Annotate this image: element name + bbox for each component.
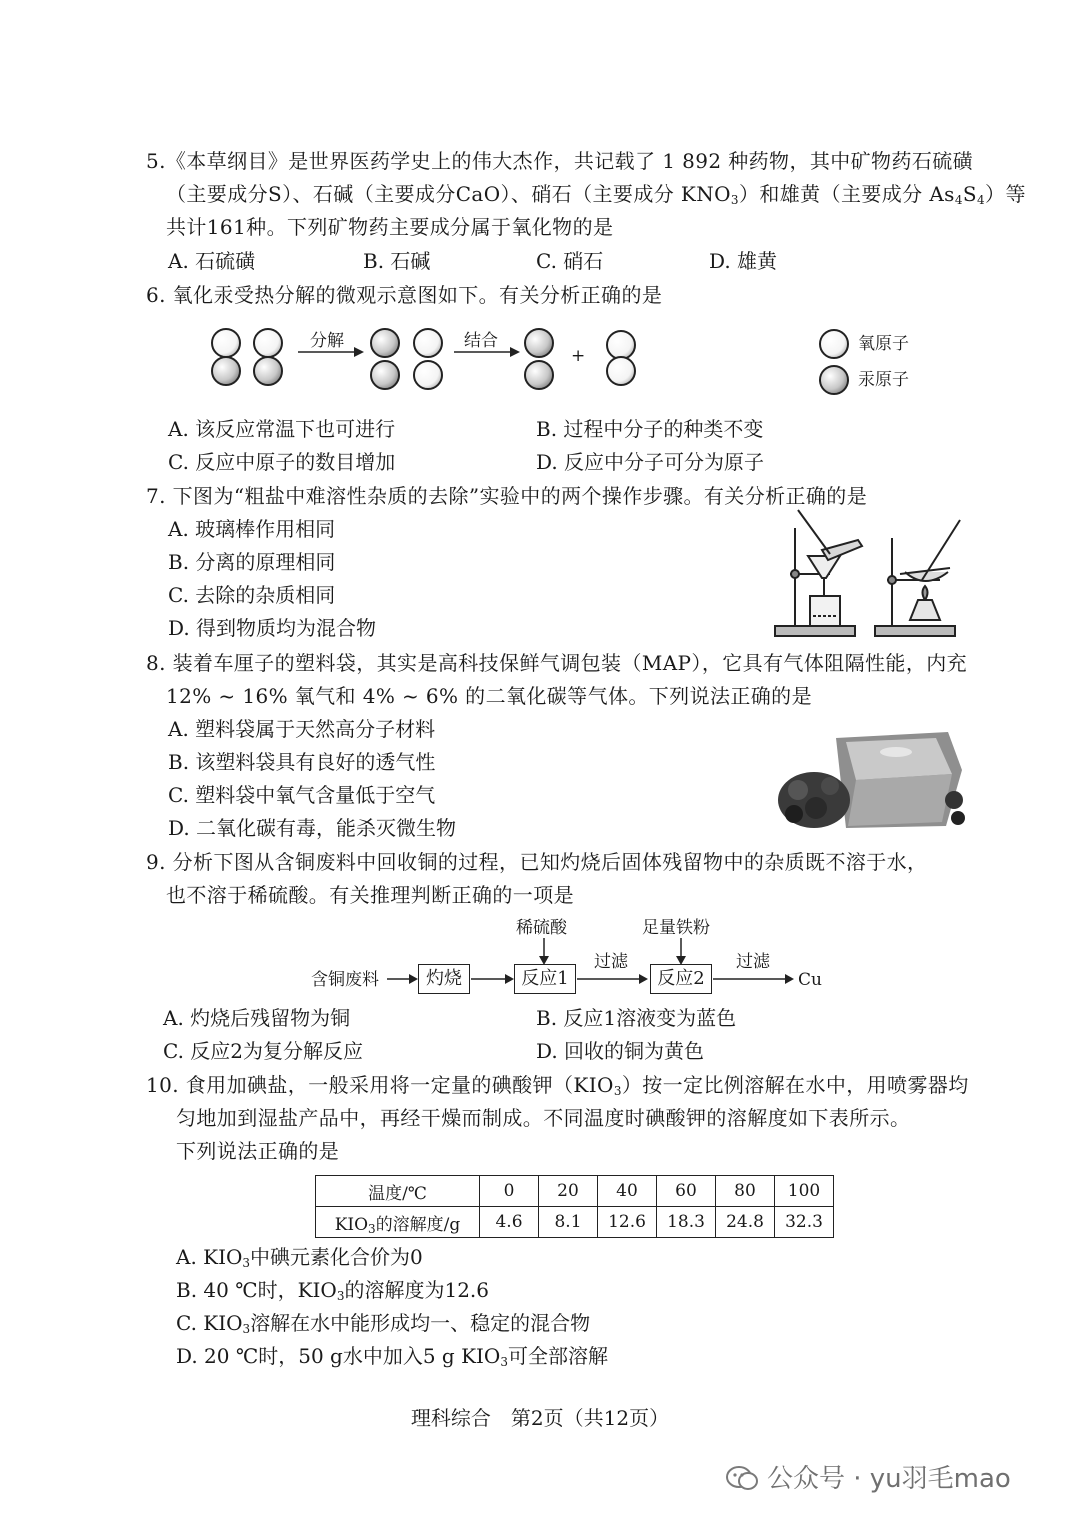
q6-option-c: C. 反应中原子的数目增加 <box>168 450 396 474</box>
oxygen-atom <box>413 328 443 358</box>
table-cell: 40 <box>598 1176 657 1207</box>
oxygen-atom <box>211 328 241 358</box>
wechat-watermark <box>725 1458 1011 1495</box>
filtration-evaporation-apparatus-icon <box>770 508 970 643</box>
mercury-atom <box>370 360 400 390</box>
q8-option-d: D. 二氧化碳有毒，能杀灭微生物 <box>168 816 457 840</box>
mercury-atom <box>524 360 554 390</box>
arrow-icon <box>386 972 420 986</box>
q7-option-b: B. 分离的原理相同 <box>168 550 336 574</box>
q9-line1: 9. 分析下图从含铜废料中回收铜的过程，已知灼烧后固体残留物中的杂质既不溶于水， <box>146 850 928 874</box>
page-footer: 理科综合 第2页（共12页） <box>410 1406 670 1430</box>
mercury-atom <box>370 328 400 358</box>
q9-line2: 也不溶于稀硫酸。有关推理判断正确的一项是 <box>166 883 574 907</box>
q8-line2: 12% ~ 16% 氧气和 4% ~ 6% 的二氧化碳等气体。下列说法正确的是 <box>166 684 812 708</box>
q6-option-d: D. 反应中分子可分为原子 <box>536 450 765 474</box>
solubility-table <box>315 1175 834 1238</box>
flow-step-roast: 灼烧 <box>418 964 470 994</box>
legend-mercury-atom <box>819 365 849 395</box>
table-cell: 32.3 <box>775 1207 834 1238</box>
table-cell: 100 <box>775 1176 834 1207</box>
plus-sign: + <box>571 346 586 366</box>
arrow-down-icon <box>538 938 550 966</box>
q10-line3: 下列说法正确的是 <box>176 1139 340 1163</box>
flow-end-label: Cu <box>798 970 822 990</box>
q8-option-c: C. 塑料袋中氧气含量低于空气 <box>168 783 436 807</box>
arrow-icon <box>470 972 516 986</box>
q7-option-d: D. 得到物质均为混合物 <box>168 616 377 640</box>
table-row <box>316 1207 834 1238</box>
oxygen-atom <box>606 356 636 386</box>
q9-option-c: C. 反应2为复分解反应 <box>163 1039 364 1063</box>
table-cell: 60 <box>657 1176 716 1207</box>
flow-reagent2-label: 足量铁粉 <box>642 918 710 938</box>
table-cell: 8.1 <box>539 1207 598 1238</box>
cherry-package-photo <box>776 730 966 830</box>
flow-reagent1-label: 稀硫酸 <box>516 918 567 938</box>
q5-line3: 共计161种。下列矿物药主要成分属于氧化物的是 <box>166 215 614 239</box>
legend-mercury-label: 汞原子 <box>858 370 909 390</box>
q8-option-a: A. 塑料袋属于天然高分子材料 <box>168 717 436 741</box>
q10-option-c: C. $KIO_3$溶解在水中能形成均一、稳定的混合物 <box>176 1311 591 1336</box>
q5-option-d: D. 雄黄 <box>709 249 778 273</box>
mercury-atom <box>211 356 241 386</box>
legend-oxygen-atom <box>819 329 849 359</box>
table-cell: 4.6 <box>480 1207 539 1238</box>
arrow-down-icon <box>675 938 687 966</box>
q8-line1: 8. 装着车厘子的塑料袋，其实是高科技保鲜气调包装（MAP），它具有气体阻隔性能，内充 <box>146 651 968 675</box>
arrow-icon <box>712 972 796 986</box>
decompose-label: 分解 <box>310 331 344 351</box>
wechat-icon <box>725 1464 759 1492</box>
arrow-icon <box>576 972 650 986</box>
q5-option-b: B. 石碱 <box>363 249 431 273</box>
q10-line1: 10. 食用加碘盐，一般采用将一定量的碘酸钾$(KIO_3)$按一定比例溶解在水中，用喷雾器均 <box>146 1073 969 1098</box>
q7-stem: 7. 下图为“粗盐中难溶性杂质的去除”实验中的两个操作步骤。有关分析正确的是 <box>146 484 868 508</box>
q5-line2: （主要成分S）、石碱（主要成分CaO）、硝石（主要成分 $KNO_3$）和雄黄（主要成分 $As_4S_4$）等 <box>166 182 1026 207</box>
watermark-text: 公众号 · yu羽毛mao <box>767 1464 1011 1494</box>
table-cell: 12.6 <box>598 1207 657 1238</box>
q7-option-c: C. 去除的杂质相同 <box>168 583 336 607</box>
flow-step-reaction2: 反应2 <box>650 964 712 994</box>
q10-option-d: D. 20 ℃时，50 g水中加入5 g $KIO_3$可全部溶解 <box>176 1344 608 1369</box>
q9-option-b: B. 反应1溶液变为蓝色 <box>536 1006 737 1030</box>
flow-filter2-label: 过滤 <box>736 952 770 972</box>
q10-option-a: A. $KIO_3$中碘元素化合价为0 <box>176 1245 423 1270</box>
table-cell: 20 <box>539 1176 598 1207</box>
mercury-atom <box>253 356 283 386</box>
table-cell: 24.8 <box>716 1207 775 1238</box>
table-header-cell: 温度/℃ <box>316 1176 480 1207</box>
mercury-atom <box>524 328 554 358</box>
q9-option-d: D. 回收的铜为黄色 <box>536 1039 705 1063</box>
flow-filter1-label: 过滤 <box>594 952 628 972</box>
table-row <box>316 1176 834 1207</box>
q5-option-a: A. 石硫磺 <box>168 249 256 273</box>
q9-option-a: A. 灼烧后残留物为铜 <box>163 1006 351 1030</box>
q5-line1: 5.《本草纲目》是世界医药学史上的伟大杰作，共记载了 1 892 种药物，其中矿物药石硫磺 <box>146 149 974 173</box>
legend-oxygen-label: 氧原子 <box>858 334 909 354</box>
flow-start-label: 含铜废料 <box>311 970 379 990</box>
table-cell: 0 <box>480 1176 539 1207</box>
q6-option-a: A. 该反应常温下也可进行 <box>168 417 396 441</box>
q7-option-a: A. 玻璃棒作用相同 <box>168 517 336 541</box>
oxygen-atom <box>413 360 443 390</box>
table-cell: 80 <box>716 1176 775 1207</box>
q8-option-b: B. 该塑料袋具有良好的透气性 <box>168 750 436 774</box>
combine-label: 结合 <box>464 331 498 351</box>
q10-option-b: B. 40 ℃时，$KIO_3$的溶解度为12.6 <box>176 1278 490 1303</box>
q10-line2: 匀地加到湿盐产品中，再经干燥而制成。不同温度时碘酸钾的溶解度如下表所示。 <box>176 1106 911 1130</box>
q6-option-b: B. 过程中分子的种类不变 <box>536 417 764 441</box>
flow-step-reaction1: 反应1 <box>514 964 576 994</box>
q5-option-c: C. 硝石 <box>536 249 604 273</box>
oxygen-atom <box>253 328 283 358</box>
table-header-cell: $KIO_3$的溶解度/g <box>316 1207 480 1238</box>
q6-stem: 6. 氧化汞受热分解的微观示意图如下。有关分析正确的是 <box>146 283 663 307</box>
table-cell: 18.3 <box>657 1207 716 1238</box>
